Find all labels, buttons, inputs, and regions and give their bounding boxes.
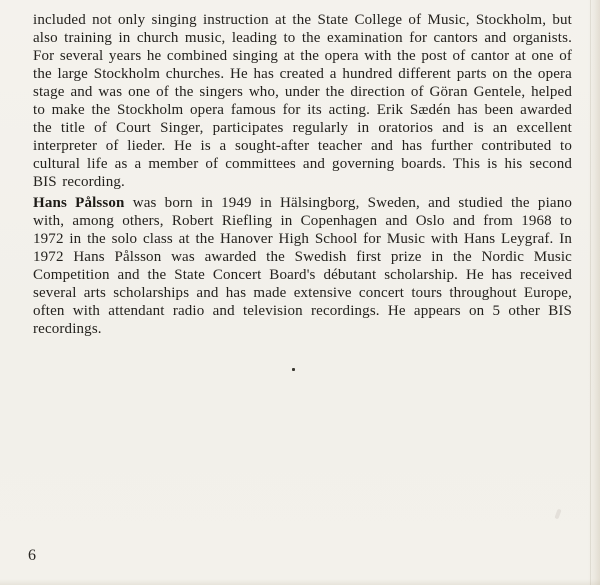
scan-speck bbox=[292, 368, 295, 371]
paragraph-2-text: was born in 1949 in Hälsingborg, Sweden, and studied the piano with, among others, Robert Riefling in Copenhagen and Oslo and from 1968 to 1972 in the solo class at the Hanover High School for Music with Hans Leygraf. In 1972 Hans Pålsson was awarded the Swedish first prize in the Nordic Music Competition and the State Concert Board's débutant scholarship. He has received several arts scholarships and has made extensive concert tours throughout Europe, often with attendant radio and television recordings. He appears on 5 other BIS recordings. bbox=[33, 195, 572, 337]
paragraph-1-text: included not only singing instruction at the State College of Music, Stockholm, but also training in church music, leading to the examination for cantors and organists. For several years he combined singing at the opera with the post of cantor at one of the large Stockholm churches. He has created a hundred different parts on the opera stage and was one of the singers who, under the direction of Göran Gentele, helped to make the Stockholm opera famous for its acting. Erik Sædén has been awarded the title of Court Singer, participates regularly in oratorios and is an excellent interpreter of lieder. He is a sought-after teacher and has further contributed to cultural life as a member of committees and governing boards. This is his second BIS recording. bbox=[33, 12, 572, 190]
page-number: 6 bbox=[28, 547, 37, 564]
text-block bbox=[33, 11, 572, 341]
scan-smudge bbox=[554, 509, 561, 520]
page-bottom-shadow bbox=[0, 579, 600, 585]
body-paragraph-1 bbox=[33, 11, 572, 191]
body-paragraph-2 bbox=[33, 194, 572, 338]
page-edge-shadow bbox=[588, 0, 600, 585]
page-edge-crease bbox=[590, 0, 591, 585]
artist-name-bold: Hans Pålsson bbox=[33, 195, 125, 211]
